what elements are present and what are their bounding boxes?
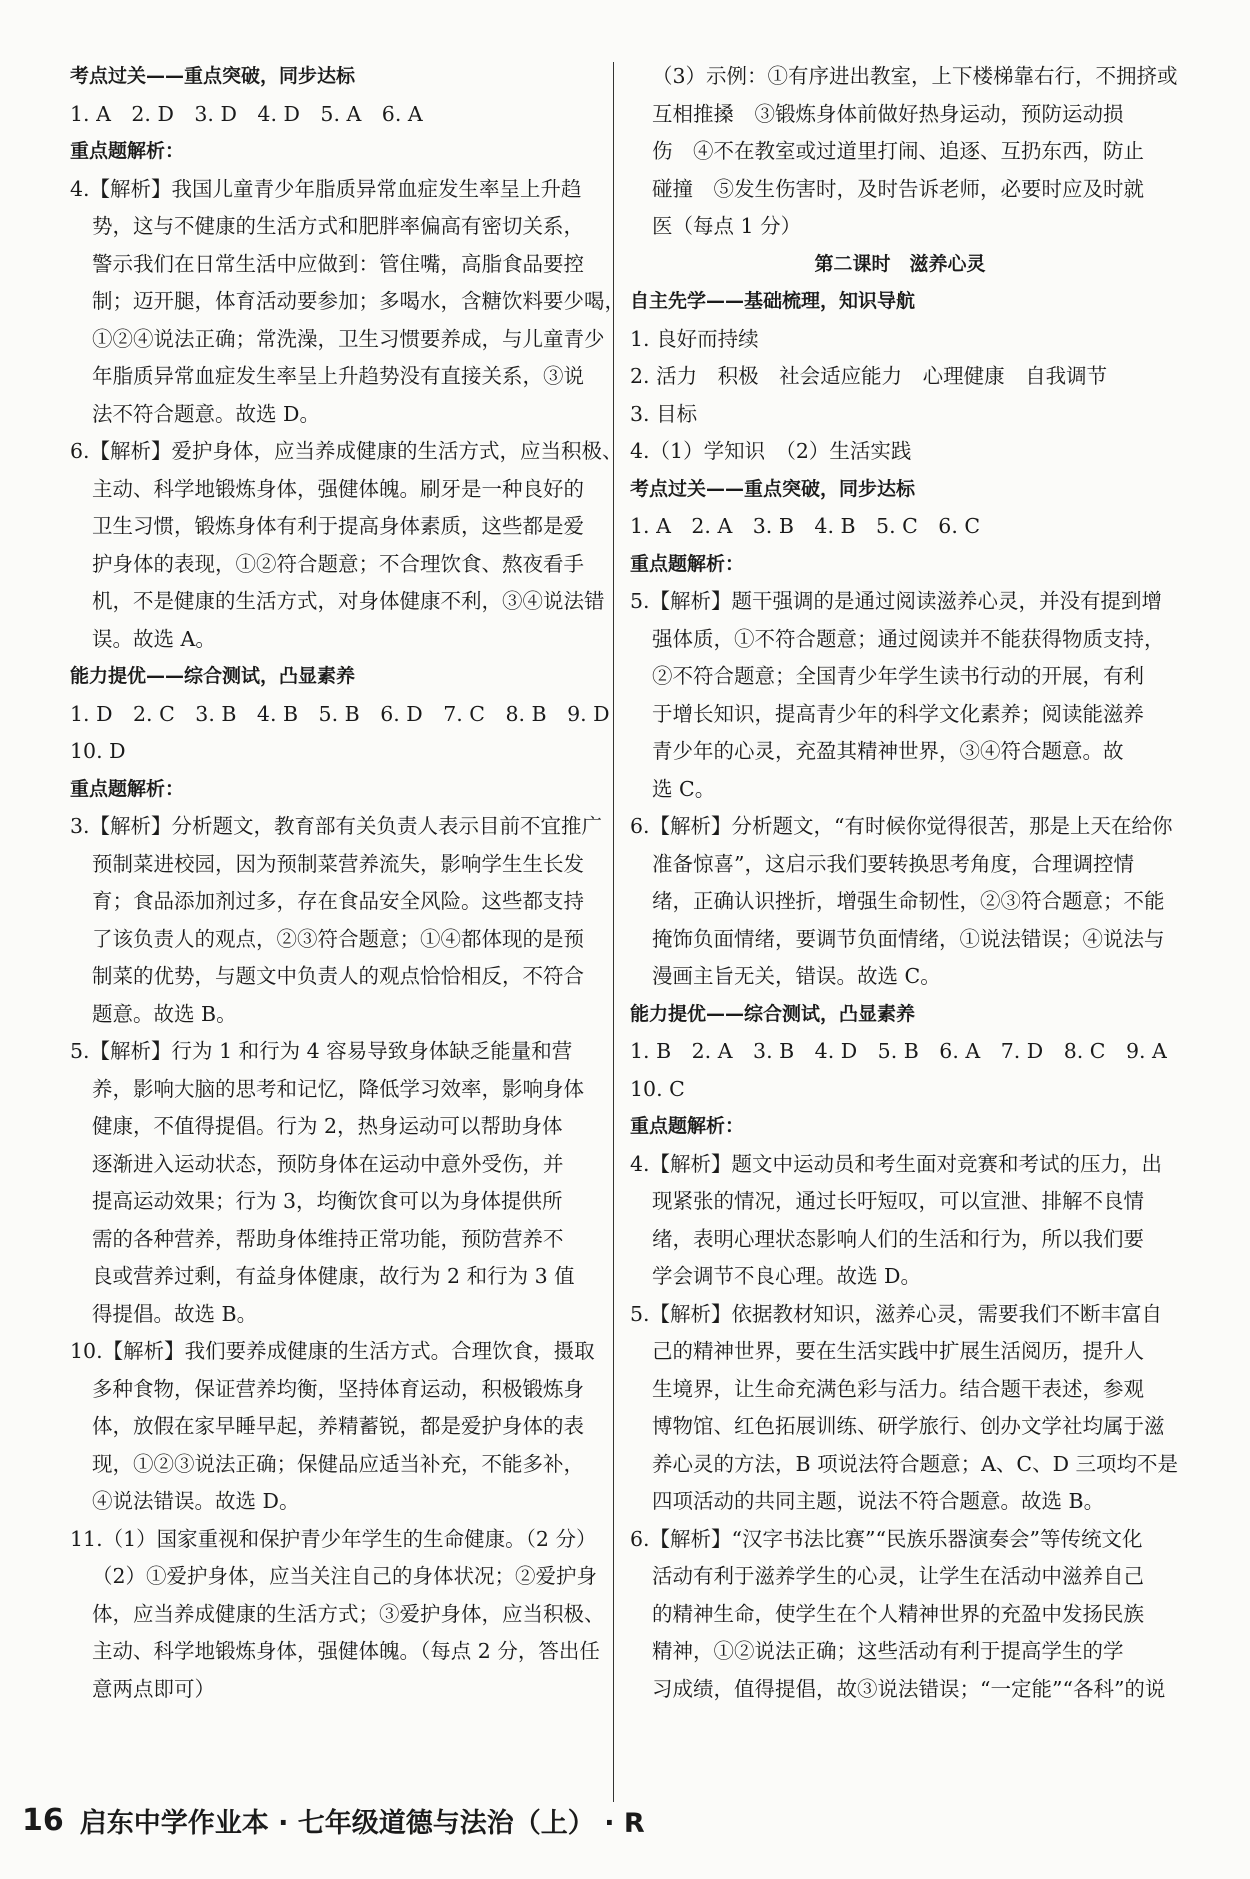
text-line: 青少年的心灵，充盈其精神世界，③④符合题意。故 (652, 739, 1124, 763)
text-line: 得提倡。故选 B。 (92, 1301, 258, 1326)
text-line: 4.【解析】题文中运动员和考生面对竞赛和考试的压力，出 (630, 1151, 1163, 1176)
section-heading: 重点题解析： (70, 777, 185, 800)
text-line: 制菜的优势，与题文中负责人的观点恰恰相反，不符合 (92, 964, 584, 988)
text-line: 博物馆、红色拓展训练、研学旅行、创办文学社均属于滋 (652, 1414, 1165, 1438)
section-heading: 能力提优——综合测试，凸显素养 (70, 665, 356, 687)
section-heading: 自主先学——基础梳理，知识导航 (630, 290, 916, 312)
text-line: 6.【解析】分析题文，“有时候你觉得很苦，那是上天在给你 (630, 814, 1173, 838)
text-line: 己的精神世界，要在生活实践中扩展生活阅历，提升人 (652, 1339, 1144, 1363)
text-line: 意两点即可） (92, 1676, 215, 1701)
text-line: 伤 ④不在教室或过道里打闹、追逐、互扔东西，防止 (652, 139, 1144, 163)
text-line: 10.【解析】我们要养成健康的生活方式。合理饮食，摄取 (70, 1339, 595, 1363)
text-line: 4.【解析】我国儿童青少年脂质异常血症发生率呈上升趋 (70, 176, 582, 201)
text-line: 5.【解析】依据教材知识，滋养心灵，需要我们不断丰富自 (630, 1301, 1163, 1326)
text-line: 4.（1）学知识 （2）生活实践 (630, 439, 912, 463)
text-line: 题意。故选 B。 (92, 1001, 237, 1026)
text-line: 选 C。 (652, 776, 716, 801)
text-line: 体，应当养成健康的生活方式；③爱护身体，应当积极、 (92, 1601, 605, 1626)
text-line: 提高运动效果；行为 3，均衡饮食可以为身体提供所 (92, 1189, 563, 1213)
text-line: 护身体的表现，①②符合题意；不合理饮食、熬夜看手 (92, 551, 584, 576)
text-line: 6.【解析】爱护身体，应当养成健康的生活方式，应当积极、 (70, 439, 623, 463)
text-line: 10. C (630, 1076, 685, 1101)
text-line: 1. D 2. C 3. B 4. B 5. B 6. D 7. C 8. B 9. D (70, 701, 610, 726)
text-line: 机，不是健康的生活方式，对身体健康不利，③④说法错 (92, 589, 605, 613)
text-line: 学会调节不良心理。故选 D。 (652, 1264, 921, 1288)
text-line: 健康，不值得提倡。行为 2，热身运动可以帮助身体 (92, 1114, 563, 1138)
text-line: 3.【解析】分析题文，教育部有关负责人表示目前不宜推广 (70, 814, 603, 838)
section-heading: 能力提优——综合测试，凸显素养 (630, 1002, 916, 1025)
text-line: 养心灵的方法，B 项说法符合题意；A、C、D 三项均不是 (652, 1451, 1179, 1476)
text-line: 需的各种营养，帮助身体维持正常功能，预防营养不 (92, 1226, 564, 1251)
text-line: 多种食物，保证营养均衡，坚持体育运动，积极锻炼身 (92, 1376, 584, 1401)
text-line: 现紧张的情况，通过长吁短叹，可以宣泄、排解不良情 (652, 1189, 1144, 1213)
text-line: 6.【解析】“汉字书法比赛”“民族乐器演奏会”等传统文化 (630, 1526, 1143, 1551)
text-line: 生境界，让生命充满色彩与活力。结合题干表述，参观 (652, 1376, 1144, 1401)
text-line: （3）示例：①有序进出教室，上下楼梯靠右行，不拥挤或 (652, 64, 1178, 88)
text-line: 体，放假在家早睡早起，养精蓄锐，都是爱护身体的表 (92, 1414, 584, 1438)
text-line: 医（每点 1 分） (652, 214, 802, 238)
text-line: 掩饰负面情绪，要调节负面情绪，①说法错误；④说法与 (652, 926, 1165, 951)
book-title: 启东中学作业本 · 七年级道德与法治（上） · R (79, 1807, 645, 1839)
text-line: ①②④说法正确；常洗澡，卫生习惯要养成，与儿童青少 (92, 326, 605, 351)
text-line: 绪，正确认识挫折，增强生命韧性，②③符合题意；不能 (652, 889, 1165, 913)
left-column (70, 58, 625, 1708)
text-line: 势，这与不健康的生活方式和肥胖率偏高有密切关系， (92, 214, 584, 238)
text-line: 5.【解析】行为 1 和行为 4 容易导致身体缺乏能量和营 (70, 1039, 573, 1063)
text-line: 于增长知识，提高青少年的科学文化素养；阅读能滋养 (652, 701, 1144, 726)
text-line: 年脂质异常血症发生率呈上升趋势没有直接关系，③说 (92, 364, 584, 388)
text-line: 误。故选 A。 (92, 626, 216, 651)
text-line: 育；食品添加剂过多，存在食品安全风险。这些都支持 (92, 889, 584, 913)
section-heading: 重点题解析： (630, 552, 745, 575)
text-line: 警示我们在日常生活中应做到：管住嘴，高脂食品要控 (92, 251, 584, 276)
text-line: 卫生习惯，锻炼身体有利于提高身体素质，这些都是爱 (92, 514, 584, 538)
section-heading: 第二课时 滋养心灵 (814, 252, 986, 275)
text-line: 的精神生命，使学生在个人精神世界的充盈中发扬民族 (652, 1601, 1144, 1626)
text-line: 逐渐进入运动状态，预防身体在运动中意外受伤，并 (92, 1151, 564, 1176)
text-line: 1. 良好而持续 (630, 326, 759, 351)
text-line: 精神，①②说法正确；这些活动有利于提高学生的学 (652, 1639, 1124, 1663)
text-line: 了该负责人的观点，②③符合题意；①④都体现的是预 (92, 926, 584, 951)
text-line: 主动、科学地锻炼身体，强健体魄。刷牙是一种良好的 (92, 476, 584, 501)
text-line: 良或营养过剩，有益身体健康，故行为 2 和行为 3 值 (92, 1264, 575, 1288)
text-line: 习成绩，值得提倡，故③说法错误；“一定能”“各科”的说 (652, 1676, 1166, 1701)
text-line: 互相推搡 ③锻炼身体前做好热身运动，预防运动损 (652, 101, 1124, 126)
text-line: 1. A 2. A 3. B 4. B 5. C 6. C (630, 514, 981, 538)
page-number: 16 (22, 1802, 64, 1838)
text-line: 11.（1）国家重视和保护青少年学生的生命健康。（2 分） (70, 1526, 597, 1551)
text-line: 1. B 2. A 3. B 4. D 5. B 6. A 7. D 8. C 9. A (630, 1039, 1167, 1063)
section-heading: 重点题解析： (630, 1115, 745, 1137)
text-line: ②不符合题意；全国青少年学生读书行动的开展，有利 (652, 664, 1144, 688)
text-line: 1. A 2. D 3. D 4. D 5. A 6. A (70, 101, 423, 126)
text-line: 漫画主旨无关，错误。故选 C。 (652, 964, 941, 988)
section-heading: 考点过关——重点突破，同步达标 (70, 65, 356, 87)
right-column (630, 58, 1179, 1708)
text-line: 碰撞 ⑤发生伤害时，及时告诉老师，必要时应及时就 (652, 176, 1144, 201)
text-line: 5.【解析】题干强调的是通过阅读滋养心灵，并没有提到增 (630, 589, 1163, 613)
text-line: 活动有利于滋养学生的心灵，让学生在活动中滋养自己 (652, 1564, 1144, 1588)
text-line: ④说法错误。故选 D。 (92, 1489, 300, 1513)
text-line: 法不符合题意。故选 D。 (92, 401, 320, 426)
text-line: 准备惊喜”，这启示我们要转换思考角度，合理调控情 (652, 851, 1134, 876)
text-line: 制；迈开腿，体育活动要参加；多喝水，含糖饮料要少喝， (92, 289, 625, 313)
text-line: 养，影响大脑的思考和记忆，降低学习效率，影响身体 (92, 1076, 584, 1101)
text-line: 现，①②③说法正确；保健品应适当补充，不能多补， (92, 1451, 584, 1476)
section-heading: 考点过关——重点突破，同步达标 (630, 477, 916, 500)
text-line: （2）①爱护身体，应当关注自己的身体状况；②爱护身 (92, 1564, 598, 1588)
text-line: 主动、科学地锻炼身体，强健体魄。（每点 2 分，答出任 (92, 1639, 600, 1663)
text-line: 强体质，①不符合题意；通过阅读并不能获得物质支持， (652, 626, 1165, 651)
text-line: 预制菜进校园，因为预制菜营养流失，影响学生生长发 (92, 851, 584, 876)
text-line: 四项活动的共同主题，说法不符合题意。故选 B。 (652, 1489, 1105, 1513)
column-divider (613, 62, 614, 1802)
text-line: 10. D (70, 739, 126, 763)
text-line: 2. 活力 积极 社会适应能力 心理健康 自我调节 (630, 364, 1108, 388)
text-line: 绪，表明心理状态影响人们的生活和行为，所以我们要 (652, 1226, 1144, 1251)
text-line: 3. 目标 (630, 401, 698, 426)
page-footer (22, 1800, 922, 1840)
section-heading: 重点题解析： (70, 140, 185, 162)
